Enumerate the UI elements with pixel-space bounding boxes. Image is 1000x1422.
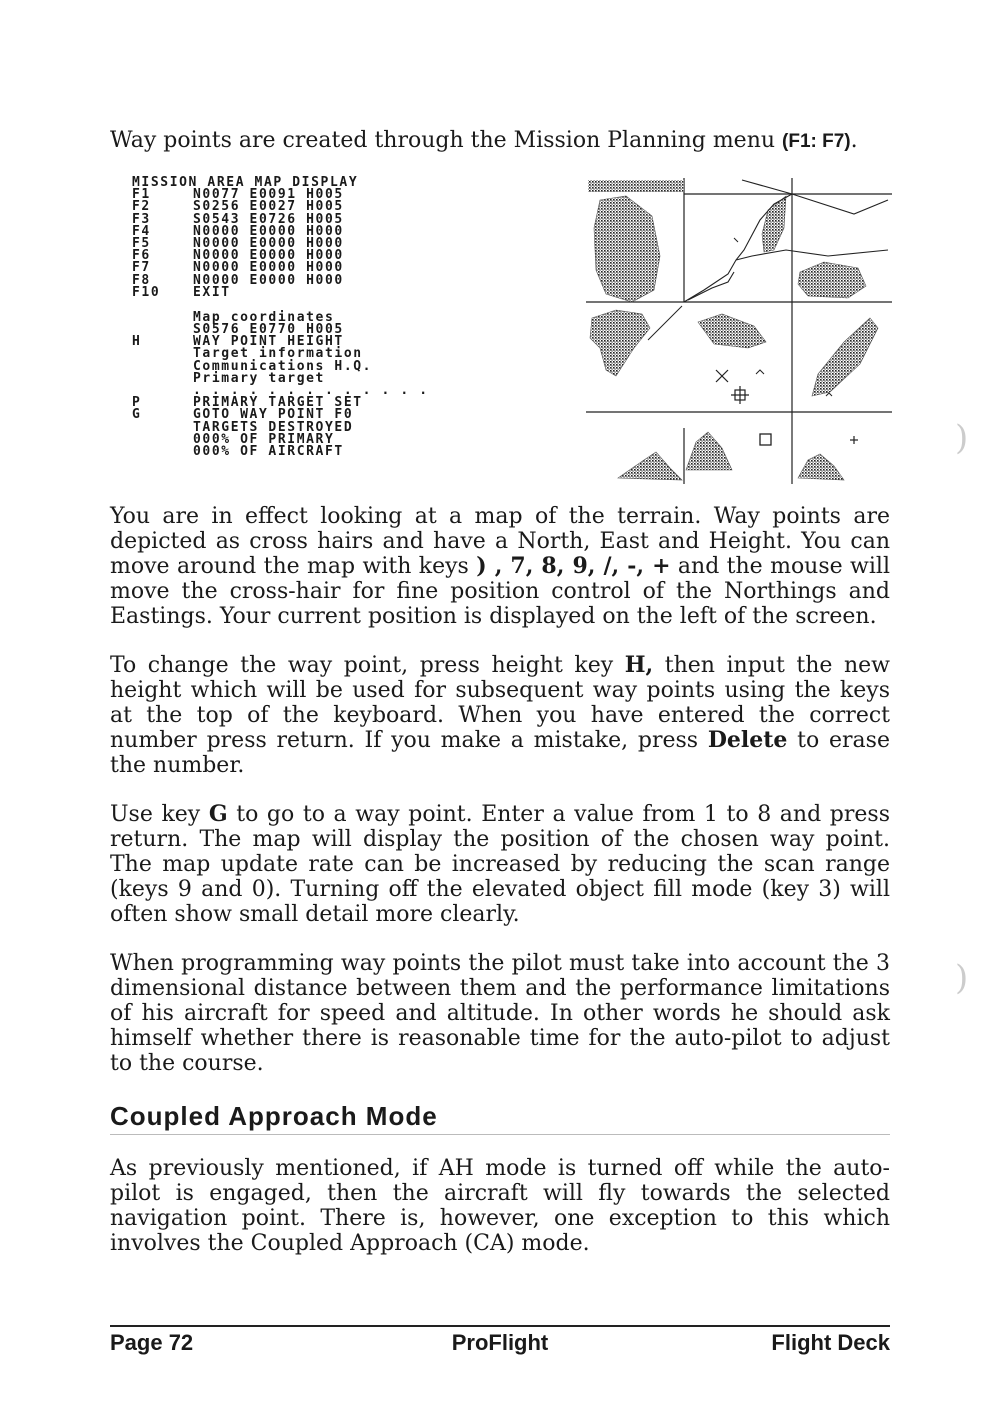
height-row: H WAY POINT HEIGHT [132,334,344,350]
exit-row: F10 EXIT [132,284,231,300]
mission-map-screen-text [132,177,432,458]
terrain-strip [588,180,684,192]
terrain-area [798,454,844,480]
crosshair-icon [716,370,749,404]
paragraph-goto: Use key G to go to a way point. Enter a value from 1 to 8 and press return. The map will display the position of the chosen way point. The map update rate can be increased by reducing the scan range (keys 9 and 0). Turning off the elevated object fill mode (key 3) will often show small detail more clearly. [110,801,890,927]
terrain-area [590,310,650,376]
terrain-area [618,452,682,480]
delete-key: Delete [707,727,788,753]
navigation-keys: ) , 7, 8, 9, /, -, + [476,553,671,579]
plus-marker-icon [850,436,858,444]
square-marker-icon [760,434,771,445]
binding-mark: ) [955,958,969,998]
paragraph-coupled-approach: As previously mentioned, if AH mode is turned off while the auto-pilot is engaged, then the aircraft will fly towards the selected navigation point. There is, however, one exception to this which involves the Coupled Approach (CA) mode. [110,1156,890,1256]
page-number: Page 72 [110,1330,194,1355]
waypoint-row: F7 N0000 E0000 H000 [132,260,344,276]
pct-primary-row: 000% OF PRIMARY [193,431,335,447]
communications-row: Communications H.Q. [193,358,373,374]
map-coordinates-label: Map coordinates [193,309,335,325]
function-key-range: (F1: F7) [782,131,851,152]
terrain-area [686,432,732,470]
targets-row: TARGETS DESTROYED [193,419,354,435]
map-coordinates-value: S0576 E0770 H005 [193,322,344,338]
goto-row: G GOTO WAY POINT F0 [132,407,354,423]
waypoint-row: F2 S0256 E0027 H005 [132,199,344,215]
waypoint-row: F5 N0000 E0000 H000 [132,235,344,251]
goto-key: G [208,801,228,827]
screen-title: MISSION AREA MAP DISPLAY [132,175,359,190]
terrain-area [812,318,878,396]
waypoint-row: F3 S0543 E0726 H005 [132,211,344,227]
small-markers [734,238,832,396]
primary-set-row: P PRIMARY TARGET SET [132,395,363,411]
target-info-row: Target information [193,346,363,362]
height-key: H, [624,652,654,678]
footer-section: Flight Deck [771,1330,890,1355]
pct-aircraft-row: 000% OF AIRCRAFT [193,443,344,459]
intro-line: Way points are created through the Mission Planning menu (F1: F7). [110,128,858,153]
waypoint-row: F8 N0000 E0000 H000 [132,272,344,288]
terrain-map [586,178,892,484]
heading-rule [110,1134,890,1135]
route-segment [648,306,682,340]
section-heading: Coupled Approach Mode [110,1101,438,1131]
waypoint-row: F4 N0000 E0000 H000 [132,223,344,239]
paragraph-height: To change the way point, press height key H, then input the new height which will be used for subsequent way points using the keys at the top of the keyboard. When you have entered the correct number press return. If you make a mistake, press Delete to erase the number. [110,652,890,778]
waypoint-row: F1 N0077 E0091 H005 [132,187,344,203]
footer-rule [110,1325,890,1327]
primary-target-row: Primary target [193,370,325,386]
binding-mark: ) [955,418,969,458]
waypoint-row: F6 N0000 E0000 H000 [132,248,344,264]
paragraph-programming: When programming way points the pilot must take into account the 3 dimensional distance between them and the performance limitations of his aircraft for speed and altitude. In other words he should ask himself whether there is reasonable time for the auto-pilot to adjust to the course. [110,951,890,1076]
terrain-area [594,196,660,302]
paragraph-navigation: You are in effect looking at a map of the terrain. Way points are depicted as cross hairs and have a North, East and Height. You can move around the map with keys ) , 7, 8, 9, /, -, + and the mouse will move the cross-hair for fine position control of the Northings and Eastings. Your current position is displayed on the left of the screen. [110,504,890,629]
terrain-area [698,314,766,348]
dots-row: . . . . . . . . . . . . . [193,383,429,398]
terrain-area [798,262,866,298]
footer-title: ProFlight [451,1330,549,1355]
